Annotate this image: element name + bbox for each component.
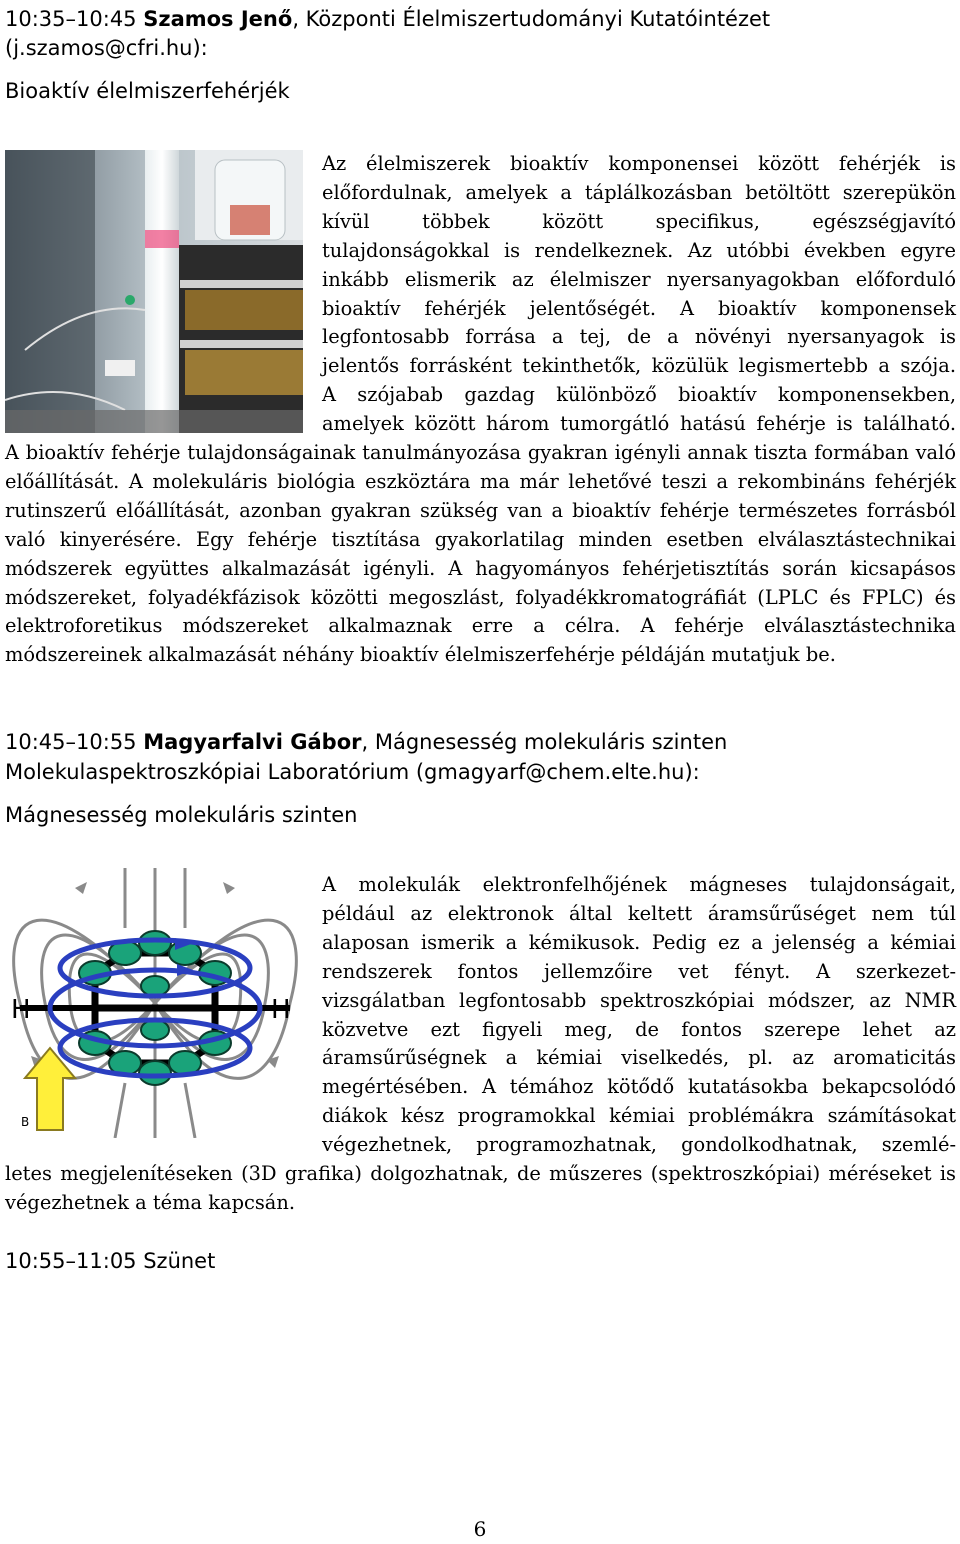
talk2-line-1: A molekulák elektronfelhőjének mágneses tulajdonságait, (322, 873, 956, 896)
talk1-line-1: Az élelmiszerek bioaktív komponensei között fehérjék is (322, 152, 956, 175)
talk1-line-4: tulajdonságokkal is rendelkeznek. Az utóbbi években egyre (322, 238, 956, 262)
talk1-line-8: jelentős forrásként tekinthetők, közülük legismertebb a szója. (322, 354, 956, 378)
talk2-time: 10:45–10:55 (5, 730, 137, 754)
talk1-line-9: A szójabab gazdag különböző bioaktív komponensekben, (322, 383, 956, 407)
talk2-header (5, 728, 955, 757)
talk2-line-7: áramsűrűségnek a kémiai viselkedés, pl. az aromaticitás (322, 1046, 956, 1070)
talk2-paragraph: letes megjelenítéseken (3D grafika) dolgozhatnak, de műszeres (spektroszkópiai) méréseket is végezhetnek a téma kapcsán. (5, 1162, 956, 1214)
talk1-affiliation: , Központi Élelmiszertudományi Kutatóintézet (292, 7, 771, 31)
talk1-line-5: inkább elismerik az élelmiszer nyersanyagokban előforduló (322, 267, 956, 291)
talk2-line-2: például az elektronok által keltett áramsűrűséget nem túl (322, 901, 956, 925)
break-line: 10:55–11:05 Szünet (5, 1249, 216, 1273)
talk1-email: (j.szamos@cfri.hu): (5, 36, 208, 60)
talk1-line-6: bioaktív fehérjék jelentőségét. A bioaktív komponensek (322, 296, 956, 320)
talk2-line-4: rendszerek fontos jellemzőire vet fényt. A szerkezet- (322, 959, 956, 983)
talk2-title: Mágnesesség molekuláris szinten (5, 803, 358, 827)
talk1-wrapped-text (322, 150, 956, 439)
talk1-line-7: legfontosabb forrása a tej, de a növényi nyersanyagok is (322, 325, 956, 349)
talk1-line-10: amelyek között három tumorgátló hatású fehérje is található. (322, 412, 956, 436)
magnetism-figure (5, 868, 305, 1138)
talk1-paragraph: A bioaktív fehérje tulajdonságainak tanulmányozása gyakran igényli annak tiszta formában való előállítását. A molekuláris biológia eszköztára ma már lehetővé teszi a rekombináns fehérjék rutinszerű előállítását, azonban gyakran szükség van a bioaktív fehérje természetes forrásból való kinyerésére. Egy fehérje tisztítása gyakorlatilag minden esetben elválasztástechnikai módszerek együttes alkalmazását igényli. A hagyományos fehérjetisztítás során kicsapásos módszereket, folyadékfázisok közötti megoszlást, folyadékkromatográfiát (LPLC és FPLC) és elektroforetikus módszereket alkalmaznak erre a célra. A fehérje elválasztástechnika módszereinek alkalmazását néhány bioaktív élelmiszerfehérje példáján mutatjuk be. (5, 441, 956, 667)
talk2-line-5: vizsgálatban legfontosabb spektroszkópiai módszer, az NMR (322, 988, 956, 1012)
talk2-line-8: megértésében. A témához kötődő kutatásokba bekapcsolódó (322, 1075, 956, 1099)
b-field-label: B (21, 1115, 30, 1129)
talk2-line-3: alaposan ismerik a kémikusok. Pedig ez a jelenség a kémiai (322, 930, 956, 954)
page-number: 6 (473, 1517, 487, 1541)
talk2-line-10: végezhetnek, programozhatnak, gondolkodhatnak, szemlé- (322, 1133, 956, 1157)
talk2-wrapped-text (322, 871, 956, 1160)
talk1-header (5, 5, 955, 34)
talk1-line-2: előfordulnak, amelyek a táplálkozásban betöltött szerepükön (322, 180, 956, 204)
talk2-lab: Molekulaspektroszkópiai Laboratórium (gmagyarf@chem.elte.hu): (5, 760, 700, 784)
talk1-speaker: Szamos Jenő (143, 7, 293, 31)
talk2-line-9: diákok kész programokkal kémiai problémákra számításokat (322, 1104, 956, 1128)
talk1-line-3: kívül többek között specifikus, egészségjavító (322, 209, 956, 233)
h-right-label: H (271, 995, 291, 1025)
talk1-time: 10:35–10:45 (5, 7, 137, 31)
talk2-speaker: Magyarfalvi Gábor (143, 730, 362, 754)
h-left-label: H (11, 995, 31, 1025)
talk2-line-6: közvetve ezt figyeli meg, de fontos szerepe lehet az (322, 1017, 956, 1041)
talk1-title: Bioaktív élelmiszerfehérjék (5, 79, 290, 103)
talk2-affiliation: , Mágnesesség molekuláris szinten (361, 730, 728, 754)
lab-photo (5, 150, 303, 433)
